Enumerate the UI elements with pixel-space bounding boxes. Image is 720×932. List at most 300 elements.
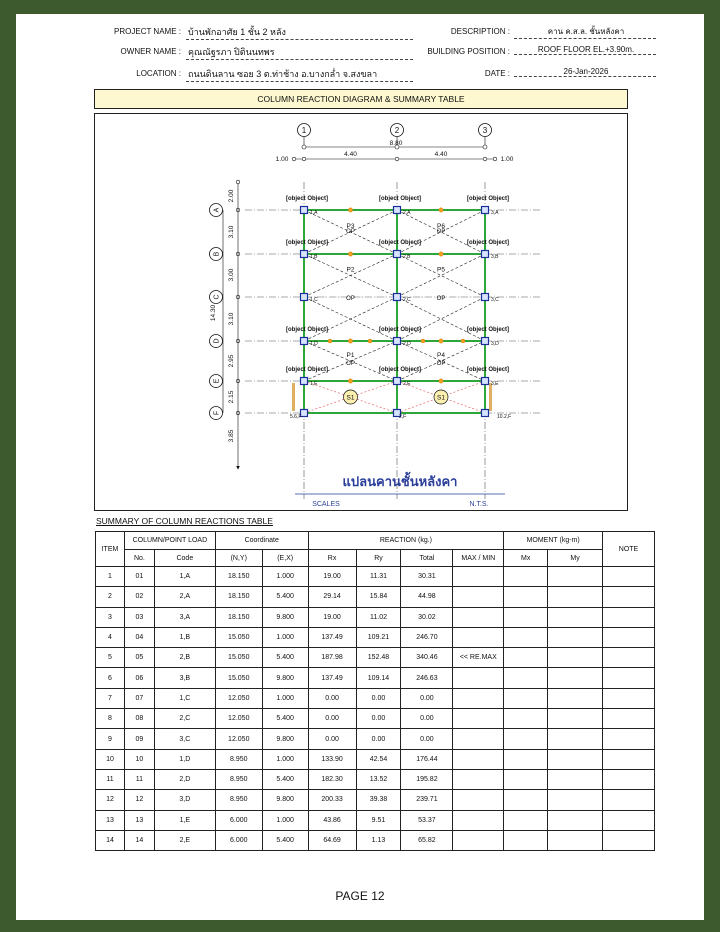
location-value: ถนนดินลาน ซอย 3 ต.ท่าช้าง อ.บางกล่ำ จ.สงขลา <box>186 67 413 82</box>
diagram-frame <box>94 113 628 511</box>
dim-y-1: 3.10 <box>228 225 235 239</box>
subheader-max-min: MAX / MIN <box>453 550 504 567</box>
cell-ry: 0.00 <box>356 729 401 749</box>
cell-rx: 200.33 <box>308 790 356 810</box>
cell-code: 1,D <box>154 749 215 769</box>
dim-y-6: 3.85 <box>228 429 235 443</box>
cell-ry: 152.48 <box>356 648 401 668</box>
grid-label-y: B <box>213 251 221 257</box>
cell-e: 1.000 <box>262 749 308 769</box>
subheader-code: Code <box>154 550 215 567</box>
cell-code: 1,C <box>154 688 215 708</box>
cell-maxmin <box>453 729 504 749</box>
cell-my <box>548 709 603 729</box>
cell-total: 30.02 <box>401 607 453 627</box>
cell-note <box>603 607 655 627</box>
cell-item: 13 <box>96 810 125 830</box>
reaction-label: [object Object] <box>467 240 510 246</box>
cell-n: 8.950 <box>215 749 262 769</box>
point-load <box>439 208 443 212</box>
project-name-label: PROJECT NAME : <box>114 27 181 36</box>
subheader-e-x: (E,X) <box>262 550 308 567</box>
col-column-header: COLUMN/POINT LOAD <box>124 532 215 550</box>
cell-note <box>603 567 655 587</box>
cell-ry: 11.02 <box>356 607 401 627</box>
cell-no: 13 <box>124 810 154 830</box>
column-node <box>301 207 308 214</box>
cell-total: 0.00 <box>401 688 453 708</box>
dim-tick <box>292 157 296 161</box>
grid-label-y: D <box>213 338 221 344</box>
cell-rx: 187.98 <box>308 648 356 668</box>
cell-note <box>603 810 655 830</box>
node-label: 3,A <box>491 210 499 216</box>
building-position-value: ROOF FLOOR EL.+3.90m. <box>514 45 656 55</box>
owner-name-label: OWNER NAME : <box>120 47 181 56</box>
cell-no: 01 <box>124 567 154 587</box>
cell-item: 4 <box>96 627 125 647</box>
panel-label: P5 <box>437 266 445 274</box>
cell-maxmin <box>453 769 504 789</box>
grid-label-y: E <box>213 378 221 384</box>
table-row <box>96 648 655 668</box>
cell-mx <box>504 729 548 749</box>
node-label: 3,C <box>491 297 499 303</box>
cell-e: 1.000 <box>262 627 308 647</box>
grid-label-y: C <box>213 294 221 300</box>
subheader-n-y: (N,Y) <box>215 550 262 567</box>
dim-tick <box>395 157 399 161</box>
cell-n: 15.050 <box>215 648 262 668</box>
column-node <box>482 338 489 345</box>
cell-n: 12.050 <box>215 688 262 708</box>
cell-my <box>548 627 603 647</box>
grid-label-y: F <box>213 410 221 416</box>
cell-n: 18.150 <box>215 567 262 587</box>
cell-e: 5.400 <box>262 830 308 850</box>
cell-note <box>603 769 655 789</box>
cell-ry: 1.13 <box>356 830 401 850</box>
node-label: 1,B <box>310 254 318 260</box>
node-label: 2,A <box>403 210 411 216</box>
col-note-header: NOTE <box>603 532 655 567</box>
cell-n: 18.150 <box>215 587 262 607</box>
cell-maxmin <box>453 790 504 810</box>
cell-maxmin <box>453 810 504 830</box>
cell-no: 11 <box>124 769 154 789</box>
cell-code: 2,A <box>154 587 215 607</box>
point-load <box>328 339 332 343</box>
cell-rx: 0.00 <box>308 709 356 729</box>
cell-no: 04 <box>124 627 154 647</box>
cell-ry: 42.54 <box>356 749 401 769</box>
column-reaction-diagram <box>95 114 627 510</box>
reaction-label: [object Object] <box>467 196 510 202</box>
cell-total: 0.00 <box>401 729 453 749</box>
cell-e: 1.000 <box>262 688 308 708</box>
subheader-total: Total <box>401 550 453 567</box>
subheader-mx: Mx <box>504 550 548 567</box>
cell-rx: 133.90 <box>308 749 356 769</box>
table-row <box>96 688 655 708</box>
slab-label: S1 <box>437 394 445 402</box>
cell-note <box>603 688 655 708</box>
cell-no: 14 <box>124 830 154 850</box>
cell-e: 5.400 <box>262 769 308 789</box>
column-node <box>301 378 308 385</box>
point-load <box>368 339 372 343</box>
cell-maxmin <box>453 587 504 607</box>
cell-ry: 9.51 <box>356 810 401 830</box>
table-row <box>96 709 655 729</box>
column-node <box>482 410 489 417</box>
cell-n: 8.950 <box>215 790 262 810</box>
cell-total: 195.82 <box>401 769 453 789</box>
summary-title: SUMMARY OF COLUMN REACTIONS TABLE <box>96 516 273 526</box>
cell-ry: 13.52 <box>356 769 401 789</box>
cell-my <box>548 810 603 830</box>
cell-code: 2,D <box>154 769 215 789</box>
node-label: 3,E <box>491 381 499 387</box>
cell-ry: 39.38 <box>356 790 401 810</box>
plan-title: แปลนคานชั้นหลังคา <box>342 474 458 489</box>
cell-rx: 0.00 <box>308 729 356 749</box>
dim-y-5: 2.15 <box>228 390 235 404</box>
column-node <box>394 378 401 385</box>
reaction-label: [object Object] <box>379 240 422 246</box>
cell-item: 14 <box>96 830 125 850</box>
node-label: 10.2,F <box>497 414 512 420</box>
col-item-header: ITEM <box>96 532 125 567</box>
node-label: 2,D <box>403 341 411 347</box>
cell-e: 9.800 <box>262 607 308 627</box>
node-label: 1,D <box>310 341 318 347</box>
cell-no: 02 <box>124 587 154 607</box>
cell-my <box>548 769 603 789</box>
document-sheet <box>16 14 704 920</box>
node-label: 1,E <box>310 381 318 387</box>
dim-total-height: 14.30 <box>210 304 217 322</box>
cell-maxmin <box>453 709 504 729</box>
cell-code: 3,A <box>154 607 215 627</box>
cell-n: 18.150 <box>215 607 262 627</box>
cell-code: 1,E <box>154 810 215 830</box>
cell-e: 1.000 <box>262 810 308 830</box>
cell-code: 3,B <box>154 668 215 688</box>
cell-n: 15.050 <box>215 627 262 647</box>
cell-total: 30.31 <box>401 567 453 587</box>
cell-item: 11 <box>96 769 125 789</box>
load-line <box>397 254 485 297</box>
cell-mx <box>504 627 548 647</box>
grid-label-y: A <box>213 207 221 213</box>
column-node <box>482 251 489 258</box>
cell-e: 9.800 <box>262 668 308 688</box>
point-load <box>461 339 465 343</box>
dim-tick <box>483 157 487 161</box>
col-reaction-header: REACTION (kg.) <box>308 532 504 550</box>
cell-rx: 19.00 <box>308 567 356 587</box>
cell-code: 2,B <box>154 648 215 668</box>
reaction-label: [object Object] <box>286 327 329 333</box>
cell-e: 1.000 <box>262 567 308 587</box>
cell-ry: 0.00 <box>356 688 401 708</box>
point-load <box>421 339 425 343</box>
cell-total: 246.63 <box>401 668 453 688</box>
point-load <box>439 252 443 256</box>
dim-tick <box>493 157 497 161</box>
column-node <box>482 207 489 214</box>
table-row <box>96 769 655 789</box>
panel-label: P3 <box>346 223 355 230</box>
table-row <box>96 567 655 587</box>
cell-item: 3 <box>96 607 125 627</box>
cell-total: 65.82 <box>401 830 453 850</box>
cell-e: 5.400 <box>262 648 308 668</box>
panel-label: P2 <box>346 266 355 274</box>
cell-no: 08 <box>124 709 154 729</box>
cell-no: 05 <box>124 648 154 668</box>
cell-mx <box>504 749 548 769</box>
reaction-label: [object Object] <box>286 367 329 373</box>
dim-x-1: 4.40 <box>344 151 357 158</box>
cell-rx: 64.69 <box>308 830 356 850</box>
cell-rx: 19.00 <box>308 607 356 627</box>
cell-no: 12 <box>124 790 154 810</box>
dim-total-width: 8.80 <box>389 140 403 147</box>
cell-note <box>603 729 655 749</box>
column-node <box>394 294 401 301</box>
column-node <box>301 251 308 258</box>
cell-maxmin <box>453 688 504 708</box>
subheader-my: My <box>548 550 603 567</box>
node-label: 2,C <box>403 297 411 303</box>
table-row <box>96 587 655 607</box>
load-line <box>397 297 485 341</box>
dim-y-0: 2.00 <box>228 189 235 203</box>
cell-mx <box>504 688 548 708</box>
cell-no: 09 <box>124 729 154 749</box>
date-label: DATE : <box>484 69 510 78</box>
cell-maxmin <box>453 567 504 587</box>
dim-tick <box>483 145 487 149</box>
dim-tick <box>236 180 240 184</box>
cell-mx <box>504 709 548 729</box>
op-label: OP <box>346 361 355 367</box>
cell-rx: 43.86 <box>308 810 356 830</box>
ledge-support <box>489 383 492 411</box>
op-label: OP <box>346 296 355 302</box>
cell-maxmin <box>453 749 504 769</box>
cell-rx: 182.30 <box>308 769 356 789</box>
grid-label-x: 3 <box>482 126 488 135</box>
grid-label-x: 1 <box>301 126 307 135</box>
cell-total: 44.98 <box>401 587 453 607</box>
cell-code: 3,C <box>154 729 215 749</box>
cell-no: 06 <box>124 668 154 688</box>
cell-mx <box>504 648 548 668</box>
dim-y-3: 3.10 <box>228 312 235 326</box>
column-node <box>394 207 401 214</box>
cell-rx: 29.14 <box>308 587 356 607</box>
cell-rx: 0.00 <box>308 688 356 708</box>
cell-item: 1 <box>96 567 125 587</box>
cell-n: 8.950 <box>215 769 262 789</box>
point-load <box>348 208 352 212</box>
table-row <box>96 830 655 850</box>
node-label: 1,A <box>310 210 318 216</box>
subheader-rx: Rx <box>308 550 356 567</box>
scale-value: N.T.S. <box>469 501 489 508</box>
op-label: OP <box>436 229 446 235</box>
node-label: 3,B <box>491 254 499 260</box>
dim-tick <box>302 157 306 161</box>
cell-no: 10 <box>124 749 154 769</box>
reaction-label: [object Object] <box>379 196 422 202</box>
cell-my <box>548 688 603 708</box>
cell-no: 07 <box>124 688 154 708</box>
cell-n: 15.050 <box>215 668 262 688</box>
cell-maxmin <box>453 607 504 627</box>
cell-note <box>603 790 655 810</box>
cell-item: 12 <box>96 790 125 810</box>
cell-maxmin <box>453 668 504 688</box>
dim-y-2: 3.00 <box>228 268 235 282</box>
description-value: คาน ค.ส.ล. ชั้นหลังคา <box>514 25 656 39</box>
dim-x-0: 1.00 <box>275 156 289 163</box>
column-node <box>301 338 308 345</box>
table-row <box>96 627 655 647</box>
column-node <box>394 338 401 345</box>
table-row <box>96 810 655 830</box>
date-value: 26-Jan-2026 <box>514 67 656 77</box>
table-row <box>96 749 655 769</box>
cell-item: 8 <box>96 709 125 729</box>
panel-label: P1 <box>346 352 355 359</box>
table-row <box>96 668 655 688</box>
reaction-label: [object Object] <box>286 196 329 202</box>
cell-total: 340.46 <box>401 648 453 668</box>
slab-label: S1 <box>346 394 355 402</box>
cell-code: 1,B <box>154 627 215 647</box>
cell-note <box>603 627 655 647</box>
column-node <box>482 294 489 301</box>
page-number: PAGE 12 <box>335 889 385 903</box>
cell-e: 9.800 <box>262 729 308 749</box>
point-load <box>439 379 443 383</box>
cell-mx <box>504 607 548 627</box>
cell-ry: 109.14 <box>356 668 401 688</box>
cell-note <box>603 587 655 607</box>
ledge-support <box>292 383 295 411</box>
cell-n: 6.000 <box>215 810 262 830</box>
grid-label-x: 2 <box>394 126 400 135</box>
cell-n: 6.000 <box>215 830 262 850</box>
cell-my <box>548 587 603 607</box>
op-label: OP <box>436 361 446 367</box>
cell-note <box>603 749 655 769</box>
cell-total: 176.44 <box>401 749 453 769</box>
load-line <box>397 254 485 297</box>
description-label: DESCRIPTION : <box>450 27 510 36</box>
cell-code: 3,D <box>154 790 215 810</box>
cell-item: 5 <box>96 648 125 668</box>
cell-mx <box>504 790 548 810</box>
cell-my <box>548 749 603 769</box>
reaction-label: [object Object] <box>467 367 510 373</box>
panel-label: P4 <box>437 352 445 359</box>
cell-my <box>548 607 603 627</box>
cell-no: 03 <box>124 607 154 627</box>
node-label: 1,C <box>310 297 318 303</box>
cell-total: 246.70 <box>401 627 453 647</box>
cell-my <box>548 648 603 668</box>
col-coordinate-header: Coordinate <box>215 532 308 550</box>
cell-mx <box>504 567 548 587</box>
cell-code: 2,E <box>154 830 215 850</box>
reaction-label: [object Object] <box>286 240 329 246</box>
cell-total: 0.00 <box>401 709 453 729</box>
cell-my <box>548 790 603 810</box>
cell-mx <box>504 769 548 789</box>
cell-item: 9 <box>96 729 125 749</box>
cell-my <box>548 567 603 587</box>
cell-rx: 137.49 <box>308 627 356 647</box>
subheader-no: No. <box>124 550 154 567</box>
column-node <box>482 378 489 385</box>
building-position-label: BUILDING POSITION : <box>427 47 510 56</box>
table-row <box>96 607 655 627</box>
point-load <box>348 379 352 383</box>
cell-n: 12.050 <box>215 709 262 729</box>
cell-maxmin <box>453 830 504 850</box>
cell-ry: 109.21 <box>356 627 401 647</box>
column-node <box>301 410 308 417</box>
diagram-title: COLUMN REACTION DIAGRAM & SUMMARY TABLE <box>94 89 628 109</box>
reaction-label: [object Object] <box>379 367 422 373</box>
cell-e: 5.400 <box>262 587 308 607</box>
cell-note <box>603 830 655 850</box>
cell-my <box>548 830 603 850</box>
node-label: 2,B <box>403 254 411 260</box>
dim-x-2: 4.40 <box>434 151 448 158</box>
cell-ry: 0.00 <box>356 709 401 729</box>
cell-item: 7 <box>96 688 125 708</box>
cell-n: 12.050 <box>215 729 262 749</box>
cell-code: 2,C <box>154 709 215 729</box>
cell-e: 5.400 <box>262 709 308 729</box>
table-row <box>96 729 655 749</box>
cell-maxmin: << RE.MAX <box>453 648 504 668</box>
cell-item: 10 <box>96 749 125 769</box>
cell-my <box>548 729 603 749</box>
summary-table <box>95 531 655 851</box>
dim-tick <box>302 145 306 149</box>
node-label: 5.6,F <box>290 414 302 420</box>
cell-note <box>603 668 655 688</box>
cell-note <box>603 648 655 668</box>
subheader-ry: Ry <box>356 550 401 567</box>
cell-mx <box>504 830 548 850</box>
point-load <box>348 339 352 343</box>
scale-label: SCALES <box>312 501 340 508</box>
cell-maxmin <box>453 627 504 647</box>
cell-total: 239.71 <box>401 790 453 810</box>
op-label: OP <box>436 296 446 302</box>
panel-label: P6 <box>437 223 445 230</box>
cell-total: 53.37 <box>401 810 453 830</box>
op-label: OP <box>346 229 355 235</box>
